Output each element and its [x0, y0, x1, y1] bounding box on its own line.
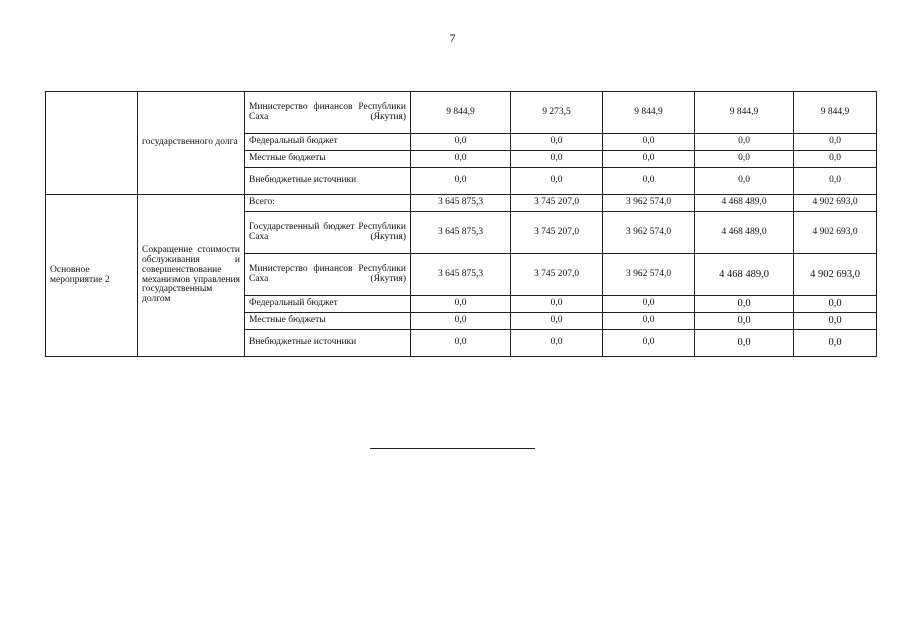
value-cell: 0,0 [695, 134, 794, 151]
source-cell: Министерство финансов Республики Саха (Якутия) [245, 92, 411, 134]
source-cell: Государственный бюджет Республики Саха (Якутия) [245, 212, 411, 254]
value-cell: 0,0 [695, 151, 794, 168]
value-cell: 0,0 [411, 151, 511, 168]
value-cell: 0,0 [603, 330, 695, 357]
value-cell: 0,0 [603, 151, 695, 168]
value-cell: 0,0 [411, 313, 511, 330]
value-cell: 4 468 489,0 [695, 212, 794, 254]
value-cell: 0,0 [511, 151, 603, 168]
value-cell: 0,0 [511, 296, 603, 313]
value-cell: 0,0 [794, 168, 877, 195]
budget-table [45, 91, 877, 357]
value-cell: 0,0 [794, 151, 877, 168]
value-cell: 0,0 [603, 313, 695, 330]
value-cell: 0,0 [695, 330, 794, 357]
value-cell: 3 745 207,0 [511, 254, 603, 296]
value-cell: 3 645 875,3 [411, 212, 511, 254]
value-cell: 3 645 875,3 [411, 195, 511, 212]
value-cell: 0,0 [695, 168, 794, 195]
footer-separator-line [370, 448, 535, 449]
value-cell: 0,0 [511, 330, 603, 357]
value-cell: 3 745 207,0 [511, 212, 603, 254]
value-cell: 3 745 207,0 [511, 195, 603, 212]
value-cell: 0,0 [411, 134, 511, 151]
value-cell: 0,0 [794, 313, 877, 330]
source-cell: Федеральный бюджет [245, 296, 411, 313]
value-cell: 0,0 [411, 330, 511, 357]
value-cell: 3 645 875,3 [411, 254, 511, 296]
value-cell: 0,0 [603, 134, 695, 151]
value-cell: 0,0 [794, 296, 877, 313]
value-cell: 4 468 489,0 [695, 254, 794, 296]
value-cell: 0,0 [511, 168, 603, 195]
value-cell: 0,0 [411, 168, 511, 195]
value-cell: 3 962 574,0 [603, 212, 695, 254]
table-row [46, 92, 877, 134]
event-cell: Основное мероприятие 2 [46, 195, 138, 357]
value-cell: 0,0 [695, 313, 794, 330]
value-cell: 9 273,5 [511, 92, 603, 134]
value-cell: 3 962 574,0 [603, 254, 695, 296]
page-number: 7 [449, 31, 456, 45]
value-cell: 0,0 [794, 330, 877, 357]
value-cell: 9 844,9 [603, 92, 695, 134]
source-cell: Федеральный бюджет [245, 134, 411, 151]
value-cell: 0,0 [511, 313, 603, 330]
event-cell-empty [46, 92, 138, 195]
table-row [46, 195, 877, 212]
source-cell: Местные бюджеты [245, 313, 411, 330]
source-cell: Местные бюджеты [245, 151, 411, 168]
value-cell: 0,0 [695, 296, 794, 313]
source-cell: Всего: [245, 195, 411, 212]
description-cell: Сокращение стоимости обслуживания и совершенствование механизмов управления государственным долгом [138, 195, 245, 357]
value-cell: 9 844,9 [695, 92, 794, 134]
value-cell: 9 844,9 [411, 92, 511, 134]
value-cell: 4 902 693,0 [794, 195, 877, 212]
source-cell: Министерство финансов Республики Саха (Якутия) [245, 254, 411, 296]
source-cell: Внебюджетные источники [245, 330, 411, 357]
value-cell: 4 468 489,0 [695, 195, 794, 212]
value-cell: 9 844,9 [794, 92, 877, 134]
value-cell: 0,0 [794, 134, 877, 151]
source-cell: Внебюджетные источники [245, 168, 411, 195]
value-cell: 4 902 693,0 [794, 212, 877, 254]
value-cell: 0,0 [411, 296, 511, 313]
value-cell: 3 962 574,0 [603, 195, 695, 212]
description-cell: государственного долга [138, 92, 245, 195]
value-cell: 0,0 [603, 168, 695, 195]
value-cell: 0,0 [511, 134, 603, 151]
value-cell: 4 902 693,0 [794, 254, 877, 296]
value-cell: 0,0 [603, 296, 695, 313]
